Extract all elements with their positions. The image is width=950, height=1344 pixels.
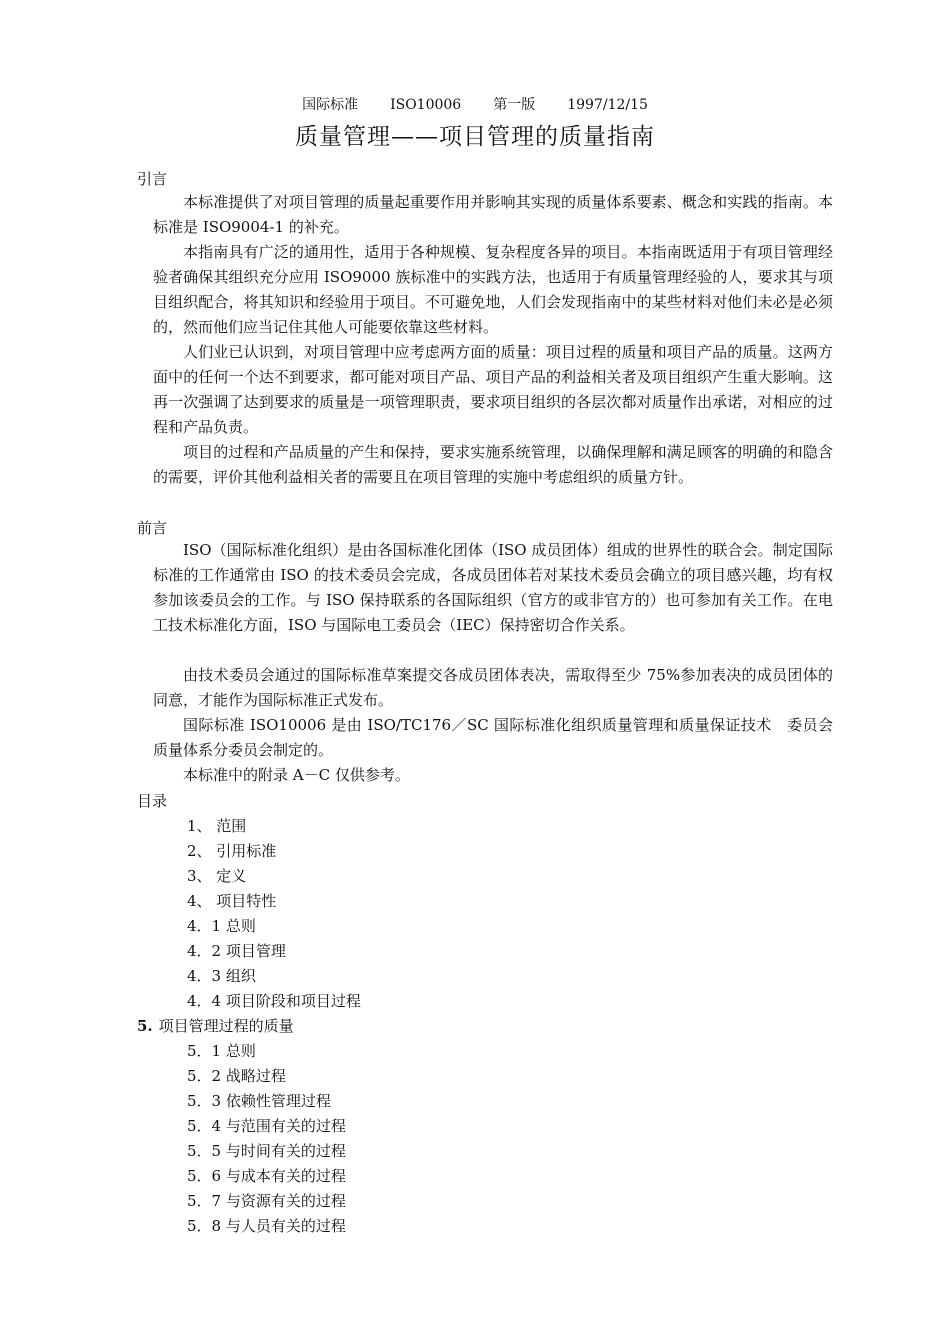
foreword-heading: 前言 bbox=[137, 519, 168, 537]
foreword-paragraph: 国际标准 ISO10006 是由 ISO/TC176／SC 国际标准化组织质量管理和质量保证技术 委员会质量体系分委员会制定的。 bbox=[153, 716, 833, 759]
toc-item: 4．4 项目阶段和项目过程 bbox=[187, 992, 361, 1010]
publication-date: 1997/12/15 bbox=[567, 97, 648, 113]
toc-item: 5．3 依赖性管理过程 bbox=[187, 1092, 331, 1110]
toc-item: 4．2 项目管理 bbox=[187, 942, 286, 960]
toc-section-5 bbox=[137, 1015, 294, 1036]
intro-heading: 引言 bbox=[137, 170, 168, 188]
foreword-paragraph: 本标准中的附录 A－C 仅供参考。 bbox=[183, 766, 410, 784]
intro-paragraph: 本指南具有广泛的通用性，适用于各种规模、复杂程度各异的项目。本指南既适用于有项目管理经验者确保其组织充分应用 ISO9000 族标准中的实践方法，也适用于有质量管理经验的人，要求其与项目组织配合，将其知识和经验用于项目。不可避免地，人们会发现指南中的某些材料对他们未必是必须的，然而他们应当记住其他人可能要依靠这些材料。 bbox=[153, 243, 833, 336]
standard-header-line bbox=[0, 94, 950, 114]
toc-item: 3、 定义 bbox=[187, 867, 247, 885]
toc-item: 5．8 与人员有关的过程 bbox=[187, 1217, 346, 1235]
intro-paragraph: 项目的过程和产品质量的产生和保持，要求实施系统管理，以确保理解和满足顾客的明确的和隐含的需要，评价其他利益相关者的需要且在项目管理的实施中考虑组织的质量方针。 bbox=[153, 443, 833, 486]
toc-item: 5．4 与范围有关的过程 bbox=[187, 1117, 346, 1135]
toc-section-5-title: 项目管理过程的质量 bbox=[158, 1017, 294, 1035]
toc-item: 5．5 与时间有关的过程 bbox=[187, 1142, 346, 1160]
document-title: 质量管理——项目管理的质量指南 bbox=[295, 124, 655, 150]
standard-number: ISO10006 bbox=[390, 97, 462, 113]
toc-item: 1、 范围 bbox=[187, 817, 247, 835]
intro-paragraph: 人们业已认识到，对项目管理中应考虑两方面的质量：项目过程的质量和项目产品的质量。这两方面中的任何一个达不到要求，都可能对项目产品、项目产品的利益相关者及项目组织产生重大影响。这再一次强调了达到要求的质量是一项管理职责，要求项目组织的各层次都对质量作出承诺，对相应的过程和产品负责。 bbox=[153, 343, 833, 436]
toc-section-5-number: 5. bbox=[137, 1017, 153, 1035]
foreword-paragraph: ISO（国际标准化组织）是由各国标准化团体（ISO 成员团体）组成的世界性的联合会。制定国际标准的工作通常由 ISO 的技术委员会完成，各成员团体若对某技术委员会确立的项目感兴趣，均有权参加该委员会的工作。与 ISO 保持联系的各国际组织（官方的或非官方的）也可参加有关工作。在电工技术标准化方面，ISO 与国际电工委员会（IEC）保持密切合作关系。 bbox=[153, 541, 833, 634]
edition: 第一版 bbox=[493, 97, 536, 113]
toc-item: 5．6 与成本有关的过程 bbox=[187, 1167, 346, 1185]
toc-item: 4．3 组织 bbox=[187, 967, 256, 985]
standard-label: 国际标准 bbox=[302, 97, 359, 113]
toc-item: 2、 引用标准 bbox=[187, 842, 277, 860]
intro-paragraph: 本标准提供了对项目管理的质量起重要作用并影响其实现的质量体系要素、概念和实践的指南。本标准是 ISO9004-1 的补充。 bbox=[153, 193, 833, 236]
foreword-paragraph: 由技术委员会通过的国际标准草案提交各成员团体表决，需取得至少 75%参加表决的成员团体的同意，才能作为国际标准正式发布。 bbox=[153, 666, 833, 709]
toc-heading: 目录 bbox=[137, 792, 168, 810]
toc-item: 5．1 总则 bbox=[187, 1042, 256, 1060]
toc-item: 5．2 战略过程 bbox=[187, 1067, 286, 1085]
toc-item: 4、 项目特性 bbox=[187, 892, 277, 910]
toc-item: 4．1 总则 bbox=[187, 917, 256, 935]
toc-item: 5．7 与资源有关的过程 bbox=[187, 1192, 346, 1210]
